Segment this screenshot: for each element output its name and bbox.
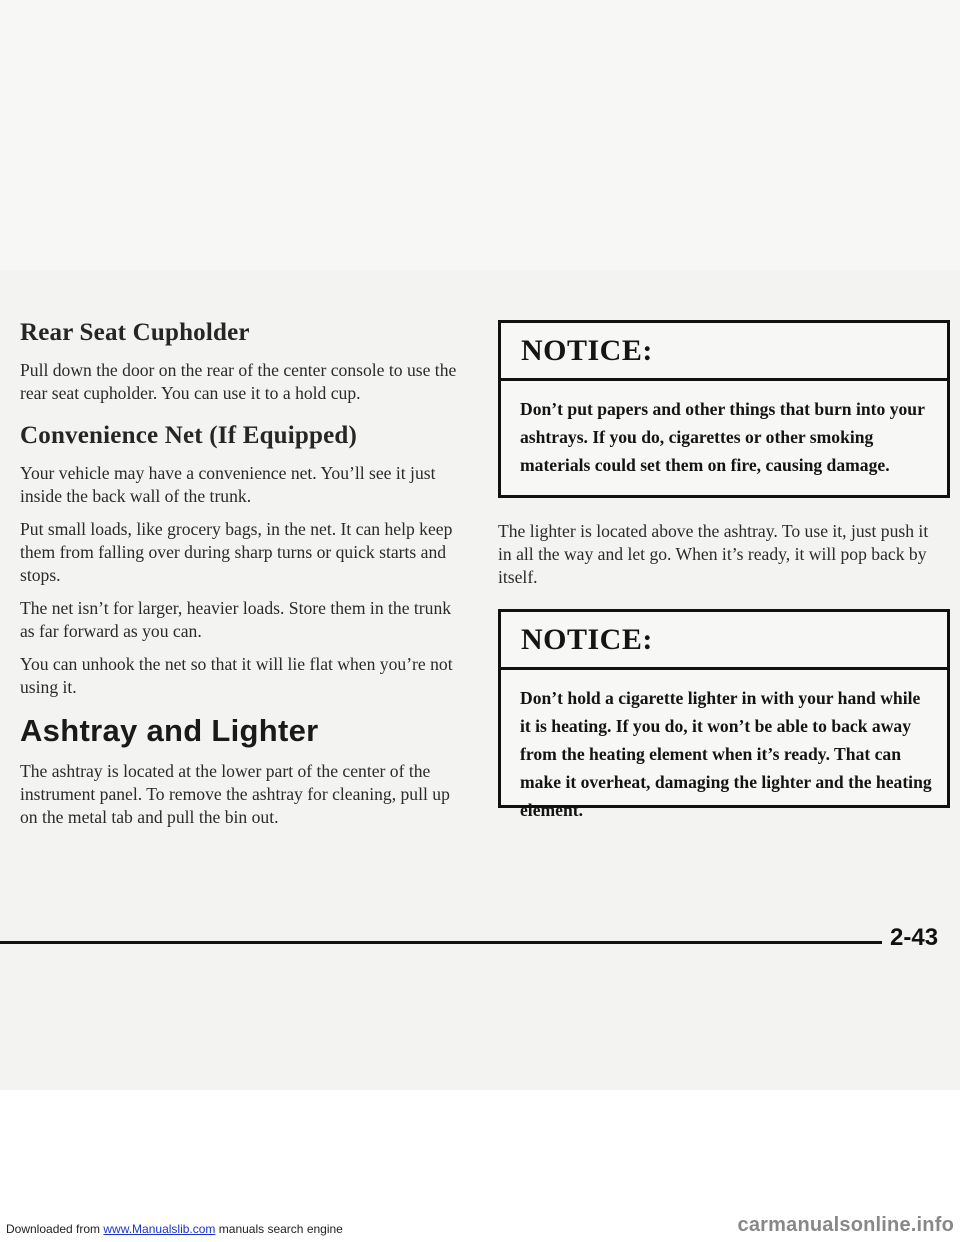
notice-heading: NOTICE: (501, 323, 947, 381)
paragraph-net-3: The net isn’t for larger, heavier loads. Store them in the trunk as far forward as you can. (20, 598, 452, 641)
credit-suffix: manuals search engine (215, 1222, 343, 1236)
page-top-margin (0, 0, 960, 270)
credit-prefix: Downloaded from (6, 1222, 104, 1236)
notice-box-ashtray (498, 320, 950, 498)
heading-ashtray-and-lighter: Ashtray and Lighter (20, 713, 319, 748)
watermark: carmanualsonline.info (737, 1214, 954, 1236)
download-credit (6, 1222, 343, 1236)
notice-text: Don’t hold a cigarette lighter in with your hand while it is heating. If you do, it won’t be able to back away from the heating element when it’s ready. That can make it overheat, damaging the lighter and the heating element. (520, 688, 932, 820)
paragraph-ashtray: The ashtray is located at the lower part of the center of the instrument panel. To remove the ashtray for cleaning, pull up on the metal tab and pull the bin out. (20, 761, 450, 827)
manualslib-link[interactable]: www.Manualslib.com (103, 1222, 216, 1236)
notice-heading: NOTICE: (501, 612, 947, 670)
heading-convenience-net: Convenience Net (If Equipped) (20, 422, 358, 449)
paragraph-net-1: Your vehicle may have a convenience net. You’ll see it just inside the back wall of the trunk. (20, 463, 436, 506)
heading-rear-seat-cupholder: Rear Seat Cupholder (20, 319, 250, 346)
paragraph-net-4: You can unhook the net so that it will lie flat when you’re not using it. (20, 654, 453, 697)
paragraph-net-2: Put small loads, like grocery bags, in the net. It can help keep them from falling over during sharp turns or quick starts and stops. (20, 519, 453, 585)
paragraph-lighter: The lighter is located above the ashtray. To use it, just push it in all the way and let go. When it’s ready, it will pop back by itself. (498, 521, 929, 587)
notice-box-lighter (498, 609, 950, 820)
page-number: 2-43 (890, 924, 939, 951)
paragraph-cupholder: Pull down the door on the rear of the center console to use the rear seat cupholder. You can use it to a hold cup. (20, 360, 457, 403)
left-column (20, 318, 465, 829)
footer-rule (0, 941, 882, 944)
notice-text: Don’t put papers and other things that burn into your ashtrays. If you do, cigarettes or other smoking materials could set them on fire, causing damage. (520, 399, 925, 475)
